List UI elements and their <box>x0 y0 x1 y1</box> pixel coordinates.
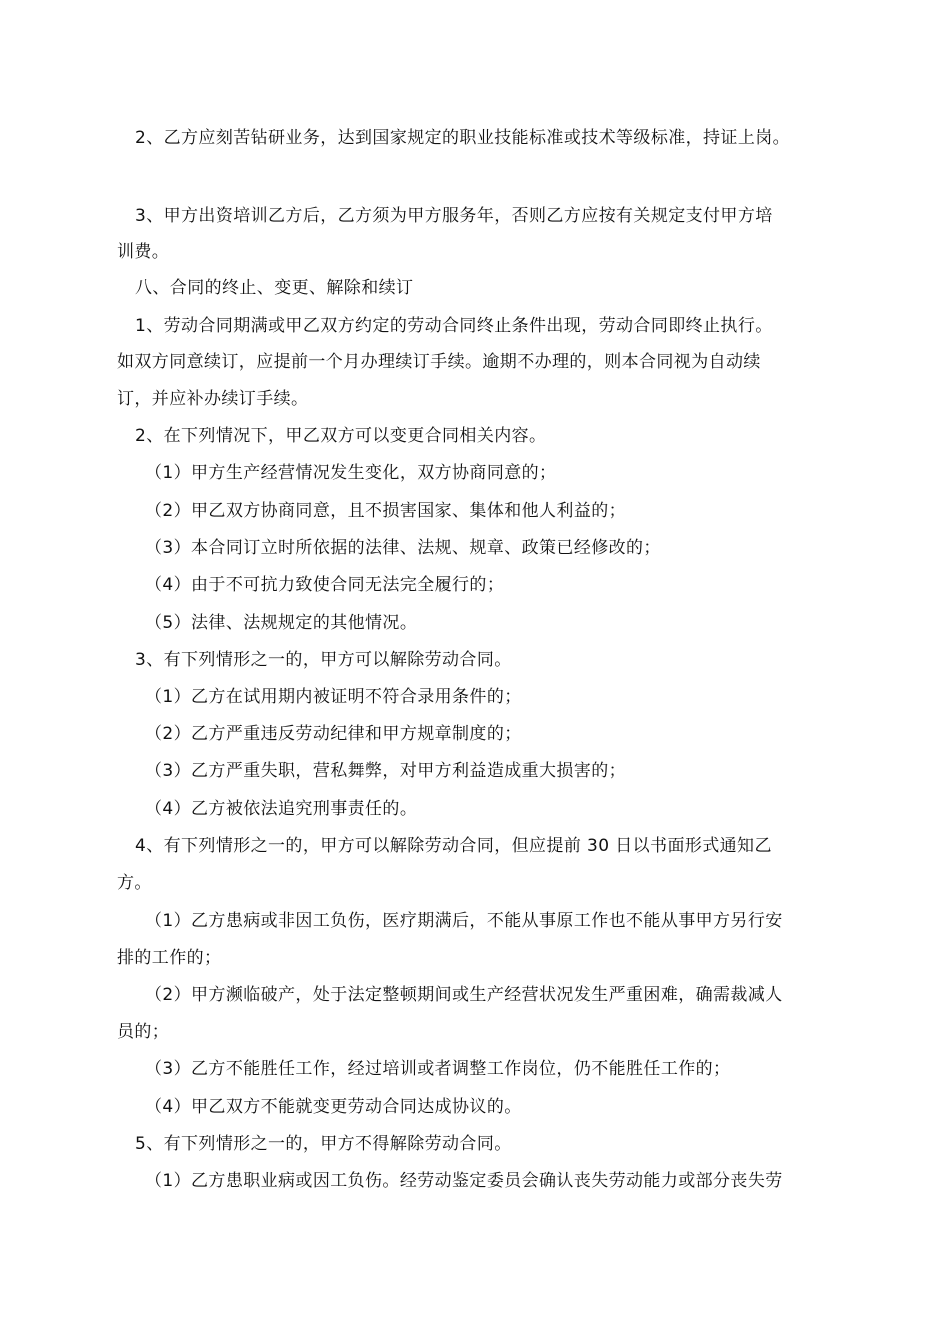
paragraph-line: 如双方同意续订，应提前一个月办理续订手续。逾期不办理的，则本合同视为自动续 <box>117 352 761 372</box>
list-item: （4）乙方被依法追究刑事责任的。 <box>145 799 418 819</box>
paragraph-line: 2、在下列情况下，甲乙双方可以变更合同相关内容。 <box>135 426 547 446</box>
paragraph-line: 1、劳动合同期满或甲乙双方约定的劳动合同终止条件出现，劳动合同即终止执行。 <box>135 316 773 336</box>
paragraph-line: 5、有下列情形之一的，甲方不得解除劳动合同。 <box>135 1134 512 1154</box>
paragraph-line: 订，并应补办续订手续。 <box>117 389 309 409</box>
list-item: （2）甲乙双方协商同意，且不损害国家、集体和他人利益的； <box>145 501 627 521</box>
list-item: （3）本合同订立时所依据的法律、法规、规章、政策已经修改的； <box>145 538 661 558</box>
list-item: （1）乙方在试用期内被证明不符合录用条件的； <box>145 687 522 707</box>
list-item: （1）乙方患职业病或因工负伤。经劳动鉴定委员会确认丧失劳动能力或部分丧失劳 <box>145 1171 783 1191</box>
paragraph-line: 训费。 <box>117 242 170 262</box>
list-item: （3）乙方不能胜任工作，经过培训或者调整工作岗位，仍不能胜任工作的； <box>145 1059 731 1079</box>
list-item: （1）乙方患病或非因工负伤，医疗期满后，不能从事原工作也不能从事甲方另行安 <box>145 911 783 931</box>
paragraph-line: 4、有下列情形之一的，甲方可以解除劳动合同，但应提前 30 日以书面形式通知乙 <box>135 836 772 856</box>
paragraph-line: 3、甲方出资培训乙方后，乙方须为甲方服务年，否则乙方应按有关规定支付甲方培 <box>135 206 773 226</box>
list-item-continuation: 排的工作的； <box>117 948 222 968</box>
list-item: （2）甲方濒临破产，处于法定整顿期间或生产经营状况发生严重困难，确需裁减人 <box>145 985 783 1005</box>
list-item: （4）由于不可抗力致使合同无法完全履行的； <box>145 575 505 595</box>
paragraph-line: 方。 <box>117 873 152 893</box>
list-item: （5）法律、法规规定的其他情况。 <box>145 613 418 633</box>
list-item-continuation: 员的； <box>117 1022 170 1042</box>
list-item: （1）甲方生产经营情况发生变化，双方协商同意的； <box>145 463 557 483</box>
list-item: （4）甲乙双方不能就变更劳动合同达成协议的。 <box>145 1097 522 1117</box>
section-heading: 八、合同的终止、变更、解除和续订 <box>135 278 414 298</box>
list-item: （3）乙方严重失职，营私舞弊，对甲方利益造成重大损害的； <box>145 761 627 781</box>
paragraph-line: 2、乙方应刻苦钻研业务，达到国家规定的职业技能标准或技术等级标准，持证上岗。 <box>135 128 791 148</box>
paragraph-line: 3、有下列情形之一的，甲方可以解除劳动合同。 <box>135 650 512 670</box>
list-item: （2）乙方严重违反劳动纪律和甲方规章制度的； <box>145 724 522 744</box>
